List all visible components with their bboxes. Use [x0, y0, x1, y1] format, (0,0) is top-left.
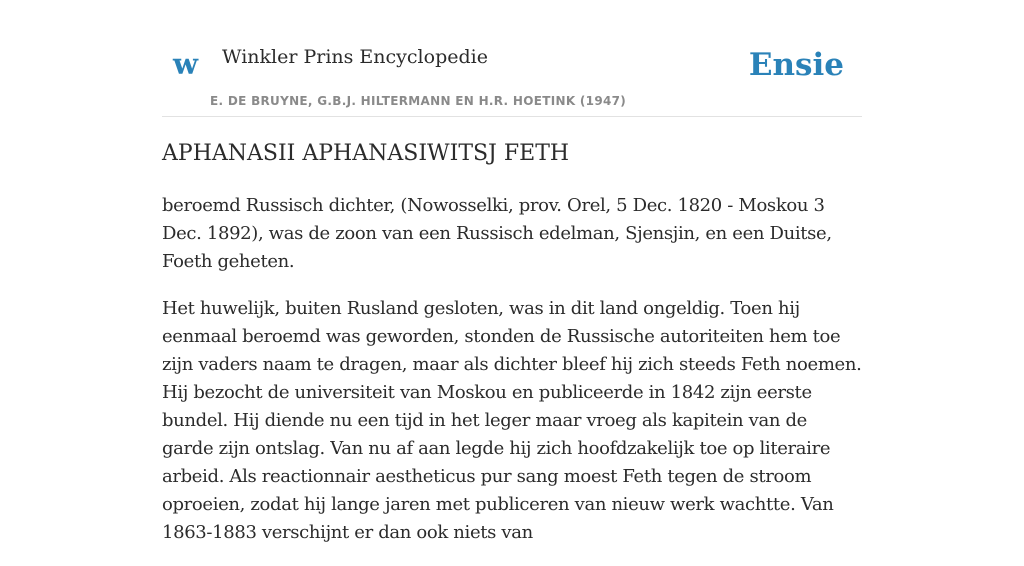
article-body	[162, 192, 862, 566]
encyclopedia-title: Winkler Prins Encyclopedie	[222, 46, 488, 68]
article-paragraph: Het huwelijk, buiten Rusland gesloten, was in dit land ongeldig. Toen hij eenmaal beroemd was geworden, stonden de Russische autoriteiten hem toe zijn vaders naam te dragen, maar als dichter bleef hij zich steeds Feth noemen. Hij bezocht de universiteit van Moskou en publiceerde in 1842 zijn eerste bundel. Hij diende nu een tijd in het leger maar vroeg als kapitein van de garde zijn ontslag. Van nu af aan legde hij zich hoofdzakelijk toe op literaire arbeid. Als reactionnair aestheticus pur sang moest Feth tegen de stroom oproeien, zodat hij lange jaren met publiceren van nieuw werk wachtte. Van 1863-1883 verschijnt er dan ook niets van	[162, 298, 862, 543]
site-logo[interactable]: w	[173, 47, 198, 81]
site-header	[162, 0, 862, 117]
article-title: APHANASII APHANASIWITSJ FETH	[162, 141, 570, 166]
page	[162, 0, 862, 543]
article-paragraph: beroemd Russisch dichter, (Nowosselki, prov. Orel, 5 Dec. 1820 - Moskou 3 Dec. 1892), was de zoon van een Russisch edelman, Sjensjin, en een Duitse, Foeth geheten.	[162, 195, 832, 272]
authors-credit: E. DE BRUYNE, G.B.J. HILTERMANN EN H.R. HOETINK (1947)	[210, 94, 627, 108]
ensie-brand-link[interactable]: Ensie	[748, 47, 844, 83]
